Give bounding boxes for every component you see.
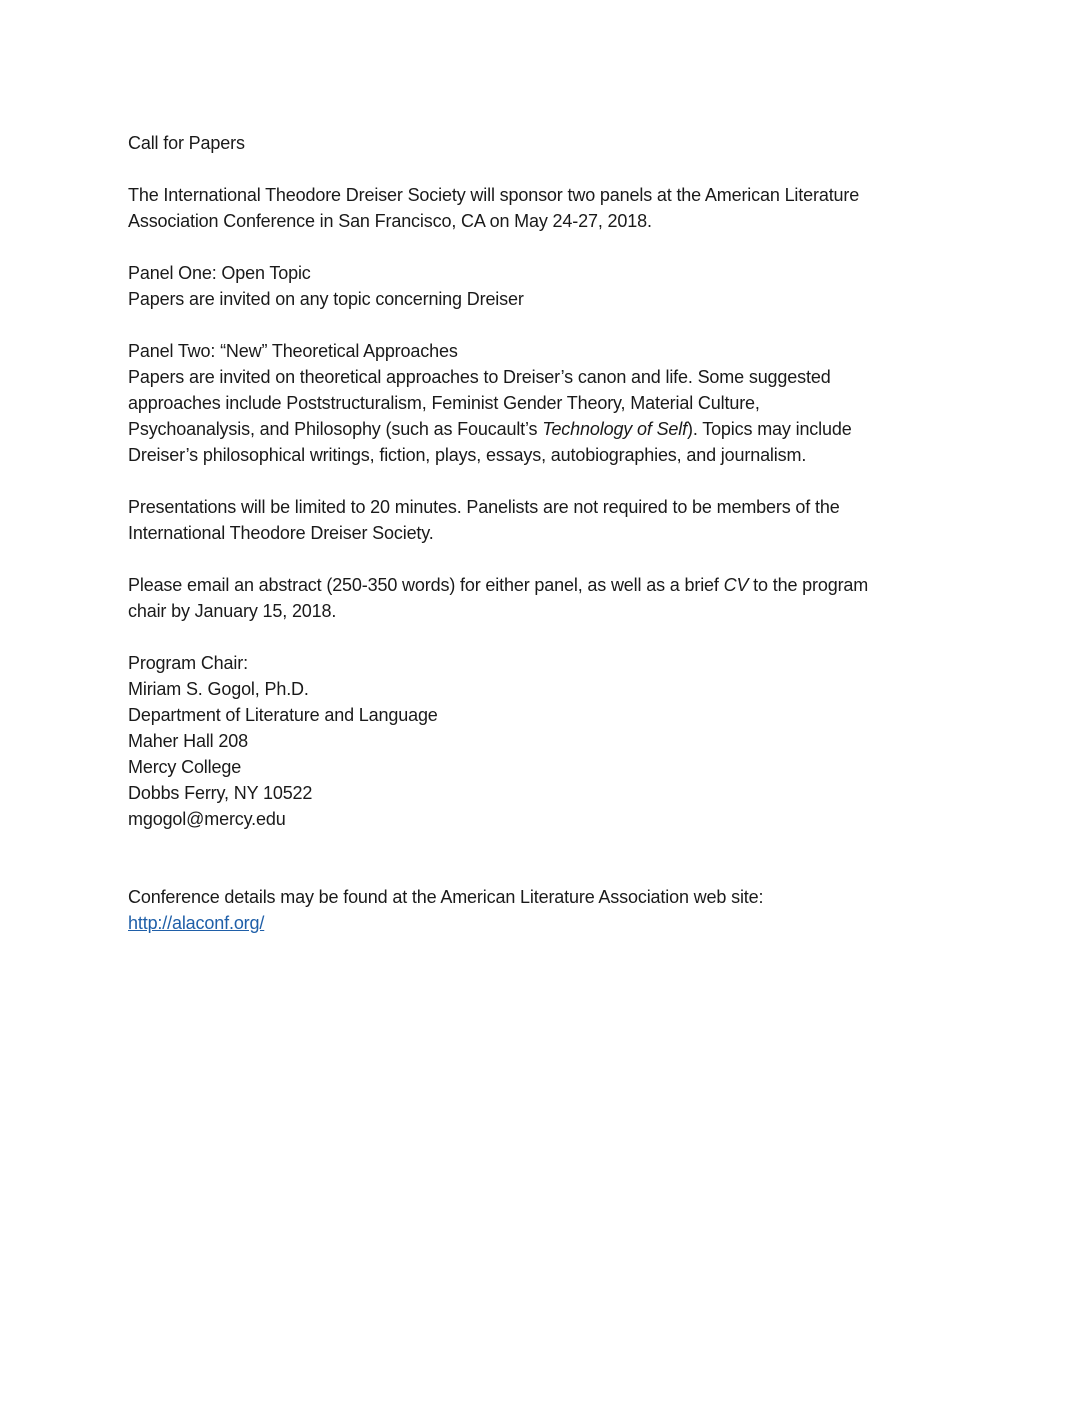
conference-details-paragraph bbox=[128, 884, 968, 936]
program-chair-name: Miriam S. Gogol, Ph.D. bbox=[128, 679, 309, 699]
presentations-paragraph bbox=[128, 494, 968, 546]
submission-line-1-post: to the program bbox=[748, 575, 869, 595]
panel-two-section bbox=[128, 338, 968, 468]
cv-term: CV bbox=[723, 575, 749, 595]
panel-one-description: Papers are invited on any topic concerning Dreiser bbox=[128, 289, 524, 309]
panel-one-section bbox=[128, 260, 968, 312]
intro-line-1: The International Theodore Dreiser Society will sponsor two panels at the American Literature bbox=[128, 185, 860, 205]
presentations-line-2: International Theodore Dreiser Society. bbox=[128, 523, 434, 543]
panel-one-title: Panel One: Open Topic bbox=[128, 263, 311, 283]
program-chair-block bbox=[128, 650, 968, 832]
panel-two-line-3-pre: Psychoanalysis, and Philosophy (such as Foucault’s bbox=[128, 419, 543, 439]
program-chair-email: mgogol@mercy.edu bbox=[128, 809, 286, 829]
conference-website-link[interactable]: http://alaconf.org/ bbox=[128, 913, 265, 933]
panel-two-line-1: Papers are invited on theoretical approaches to Dreiser’s canon and life. Some suggested bbox=[128, 367, 831, 387]
intro-paragraph bbox=[128, 182, 968, 234]
conference-details-text: Conference details may be found at the American Literature Association web site: bbox=[128, 887, 764, 907]
program-chair-department: Department of Literature and Language bbox=[128, 705, 438, 725]
submission-line-1-pre: Please email an abstract (250-350 words) for either panel, as well as a brief bbox=[128, 575, 724, 595]
submission-line-2: chair by January 15, 2018. bbox=[128, 601, 337, 621]
program-chair-city: Dobbs Ferry, NY 10522 bbox=[128, 783, 313, 803]
panel-two-line-2: approaches include Poststructuralism, Feminist Gender Theory, Material Culture, bbox=[128, 393, 760, 413]
program-chair-label: Program Chair: bbox=[128, 653, 248, 673]
panel-two-line-3-post: ). Topics may include bbox=[687, 419, 852, 439]
panel-two-line-3 bbox=[128, 416, 968, 442]
submission-paragraph bbox=[128, 572, 968, 624]
technology-of-self-title: Technology of Self bbox=[542, 419, 687, 439]
page-title: Call for Papers bbox=[128, 133, 245, 153]
program-chair-institution: Mercy College bbox=[128, 757, 242, 777]
document-body bbox=[128, 130, 968, 936]
presentations-line-1: Presentations will be limited to 20 minutes. Panelists are not required to be members of the bbox=[128, 497, 840, 517]
program-chair-office: Maher Hall 208 bbox=[128, 731, 248, 751]
intro-line-2: Association Conference in San Francisco, CA on May 24-27, 2018. bbox=[128, 211, 652, 231]
submission-line-1 bbox=[128, 572, 968, 598]
panel-two-title: Panel Two: “New” Theoretical Approaches bbox=[128, 341, 458, 361]
panel-two-line-4: Dreiser’s philosophical writings, fiction, plays, essays, autobiographies, and journalism. bbox=[128, 445, 807, 465]
